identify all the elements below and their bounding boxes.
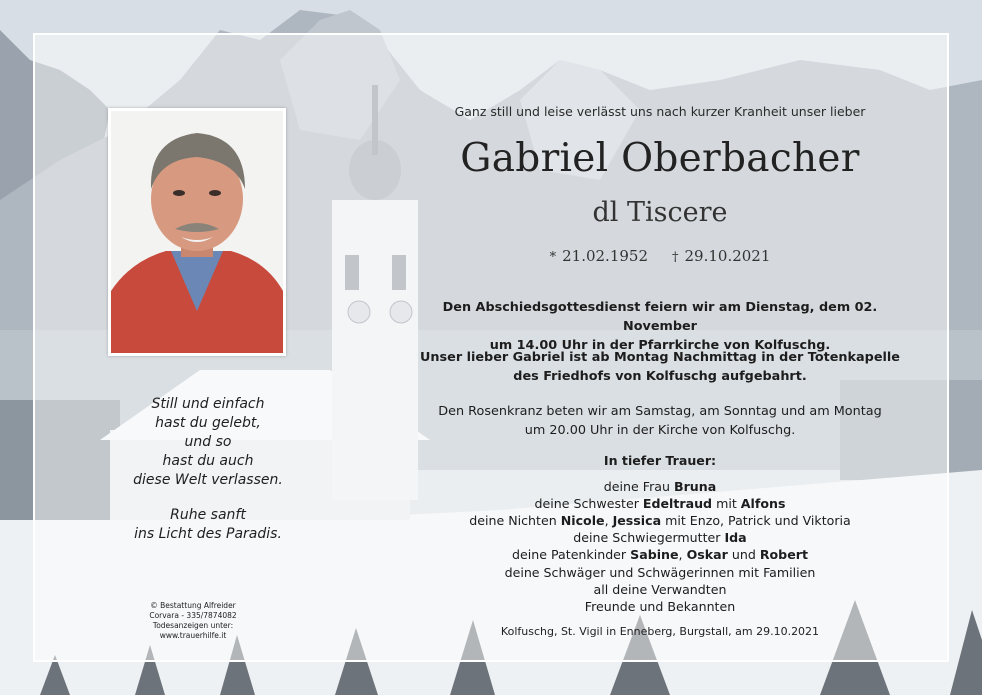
poem-line: hast du auch [162,453,254,469]
mourners-heading: In tiefer Trauer: [603,453,717,468]
imprint-link[interactable]: www.trauerhilfe.it [159,631,227,640]
portrait-photo [108,108,286,356]
rosary-line: Den Rosenkranz beten wir am Samstag, am Sonntag und am Montag [438,404,882,419]
poem-verse-2 [108,506,308,544]
poem-verse-1 [108,395,308,490]
imprint-line: Corvara - 335/7874082 [149,611,237,620]
birth-symbol: * [549,250,557,265]
poem-line: diese Welt verlassen. [133,472,283,488]
place-and-date: Kolfuschg, St. Vigil in Enneberg, Burgstall, am 29.10.2021 [500,625,820,638]
birth-date: 21.02.1952 [562,247,648,265]
portrait-image [111,111,283,353]
poem-line: Still und einfach [151,396,265,412]
rosary-info [420,402,900,440]
mourner-friends: Freunde und Bekannten [584,598,736,614]
viewing-line: des Friedhofs von Kolfuschg aufgebahrt. [513,369,807,384]
poem-line: hast du gelebt, [155,415,261,431]
viewing-line: Unser lieber Gabriel ist ab Montag Nachmittag in der Totenkapelle [420,350,900,365]
mourner-sister: deine Schwester Edeltraud mit Alfons [534,496,786,512]
mourner-wife: deine Frau Bruna [603,479,717,495]
mourner-nieces: deine Nichten Nicole, Jessica mit Enzo, Patrick und Viktoria [469,513,851,529]
service-line: Den Abschiedsgottesdienst feiern wir am Dienstag, dem 02. November [442,300,878,334]
death-date: 29.10.2021 [684,247,771,265]
poem-line: und so [184,434,232,450]
mourner-godchildren: deine Patenkinder Sabine, Oskar und Robert [512,547,808,563]
mourner-mother-in-law: deine Schwiegermutter Ida [573,530,747,546]
imprint-line: © Bestattung Alfreider [150,601,236,610]
poem-line: Ruhe sanft [170,507,246,523]
funeral-service-info [420,298,900,355]
mourners-list [420,452,900,615]
intro-line: Ganz still und leise verlässt uns nach kurzer Kranheit unser lieber [454,104,866,119]
imprint-line: Todesanzeigen unter: [152,621,234,630]
mourner-relatives: all deine Verwandten [593,581,727,597]
funeral-home-imprint [138,601,248,641]
mourner-in-laws: deine Schwäger und Schwägerinnen mit Familien [504,564,816,580]
deceased-nickname: dl Tiscere [592,197,728,228]
cross-icon: † [672,250,679,265]
poem-line: ins Licht des Paradis. [134,526,282,542]
service-line: um 14.00 Uhr in der Pfarrkirche von Kolfuschg. [489,338,831,353]
deceased-name: Gabriel Oberbacher [460,136,860,181]
life-dates [420,247,900,265]
rosary-line: um 20.00 Uhr in der Kirche von Kolfuschg. [524,423,796,438]
viewing-info [420,348,900,386]
